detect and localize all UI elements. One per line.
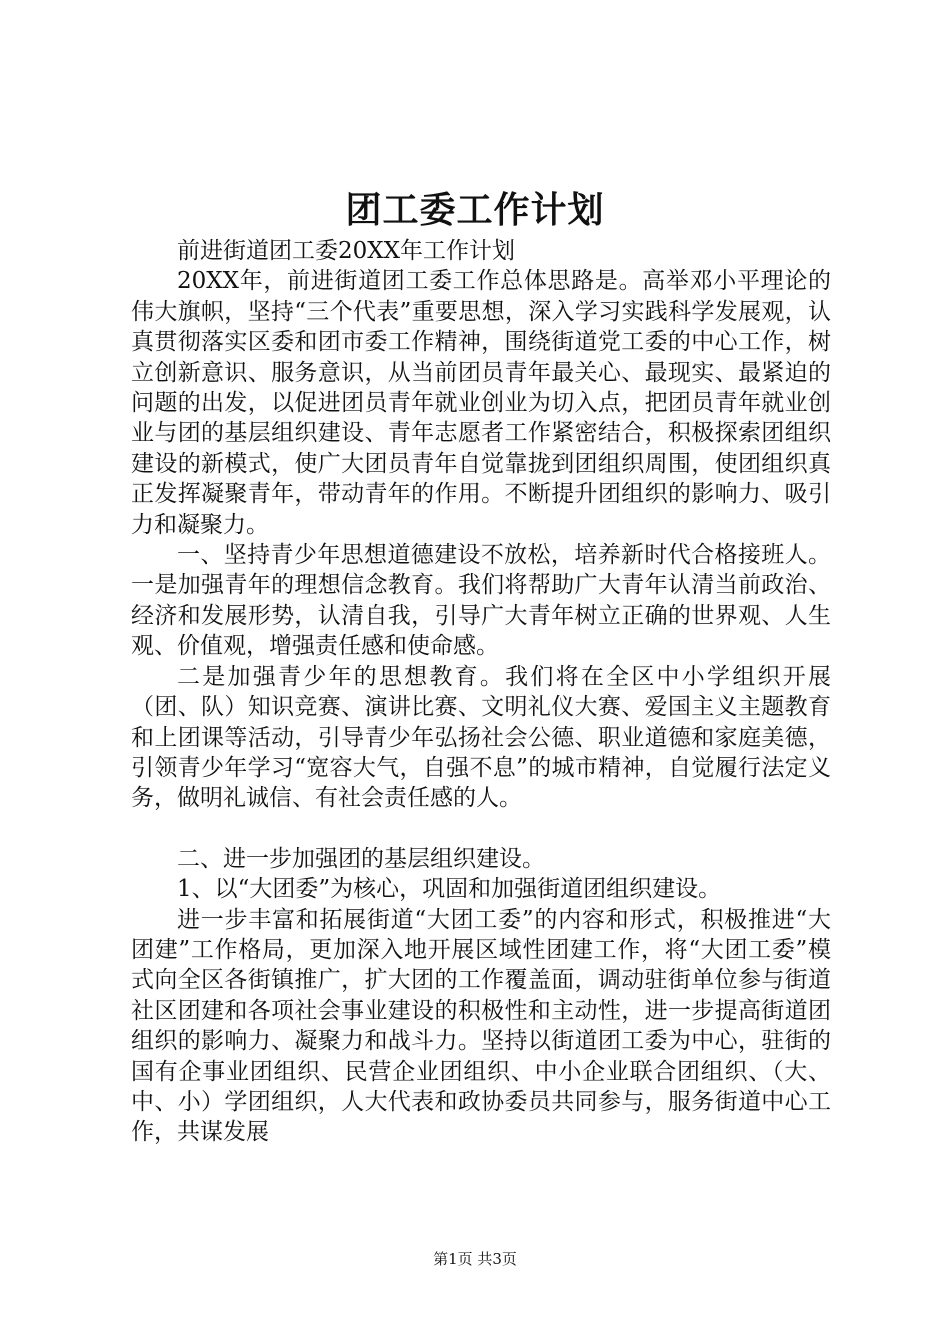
paragraph-section-one: 一、坚持青少年思想道德建设不放松，培养新时代合格接班人。一是加强青年的理想信念教育。我们将帮助广大青年认清当前政治、经济和发展形势，认清自我，引导广大青年树立正确的世界观、人生观、价值观，增强责任感和使命感。 (131, 542, 831, 660)
paragraph-overview: 20XX年，前进街道团工委工作总体思路是。高举邓小平理论的伟大旗帜，坚持“三个代表”重要思想，深入学习实践科学发展观，认真贯彻落实区委和团市委工作精神，围绕街道党工委的中心工作，树立创新意识、服务意识，从当前团员青年最关心、最现实、最紧迫的问题的出发，以促进团员青年就业创业为切入点，把团员青年就业创业与团的基层组织建设、青年志愿者工作紧密结合，积极探索团组织建设的新模式，使广大团员青年自觉靠拢到团组织周围，使团组织真正发挥凝聚青年，带动青年的作用。不断提升团组织的影响力、吸引力和凝聚力。 (131, 268, 831, 538)
paragraph-subtitle: 前进街道团工委20XX年工作计划 (177, 238, 516, 264)
paragraph-ideological-education: 二是加强青少年的思想教育。我们将在全区中小学组织开展（团、队）知识竞赛、演讲比赛、文明礼仪大赛、爱国主义主题教育和上团课等活动，引导青少年弘扬社会公德、职业道德和家庭美德，引领青少年学习“宽容大气，自强不息”的城市精神，自觉履行法定义务，做明礼诚信、有社会责任感的人。 (131, 663, 831, 812)
paragraph-big-league-committee: 进一步丰富和拓展街道“大团工委”的内容和形式，积极推进“大团建”工作格局，更加深入地开展区域性团建工作，将“大团工委”模式向全区各街镇推广，扩大团的工作覆盖面，调动驻街单位参与街道社区团建和各项社会事业建设的积极性和主动性，进一步提高街道团组织的影响力、凝聚力和战斗力。坚持以街道团工委为中心，驻街的国有企事业团组织、民营企业团组织、中小企业联合团组织、（大、中、小）学团组织，人大代表和政协委员共同参与，服务街道中心工作，共谋发展 (131, 906, 831, 1146)
paragraph-section-two-heading: 二、进一步加强团的基层组织建设。 (177, 845, 545, 872)
document-title: 团工委工作计划 (345, 189, 605, 231)
document-body (131, 236, 831, 1148)
page-footer: 第1页 共3页 (433, 1250, 517, 1268)
paragraph-subsection-one-heading: 1、以“大团委”为核心，巩固和加强街道团组织建设。 (177, 876, 722, 903)
